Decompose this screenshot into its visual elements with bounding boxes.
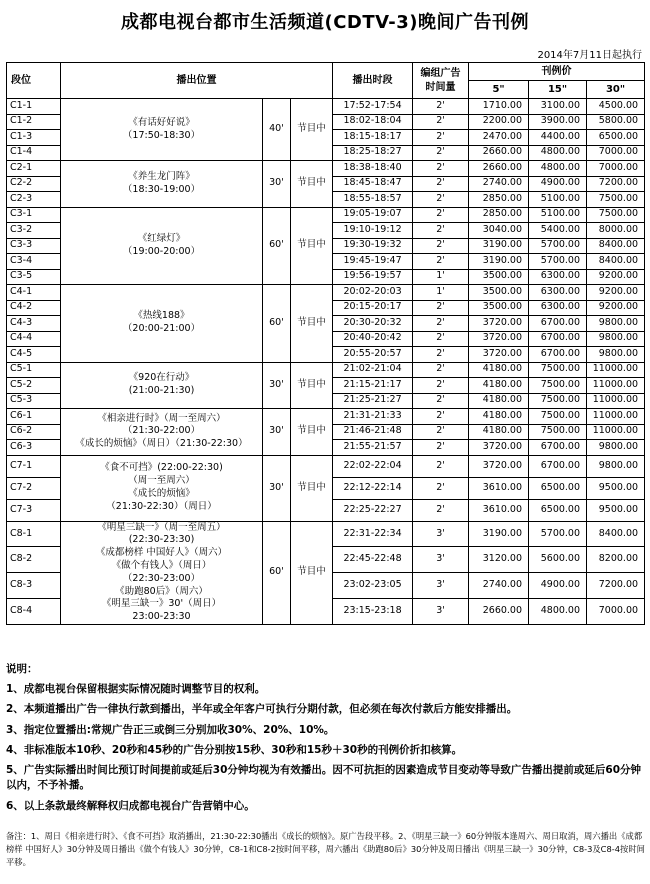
ad-amount-cell: 2' bbox=[413, 99, 469, 115]
price-30s-cell: 9800.00 bbox=[587, 440, 645, 456]
price-30s-cell: 7000.00 bbox=[587, 599, 645, 625]
notes-heading: 说明： bbox=[6, 663, 38, 675]
program-line: 《食不可挡》(22:00-22:30) bbox=[100, 462, 223, 474]
price-30s-cell: 9800.00 bbox=[587, 316, 645, 332]
price-30s-cell: 7500.00 bbox=[587, 207, 645, 223]
price-5s-cell: 2740.00 bbox=[469, 573, 529, 599]
program-duration-cell: 60' bbox=[263, 207, 291, 285]
price-30s-cell: 11000.00 bbox=[587, 378, 645, 394]
ad-amount-cell: 3' bbox=[413, 573, 469, 599]
segment-id-cell: C8-3 bbox=[7, 573, 61, 599]
program-line: 《明星三缺一》30'（周日） bbox=[101, 598, 222, 610]
price-15s-cell: 5700.00 bbox=[529, 254, 587, 270]
program-type-cell: 节目中 bbox=[291, 362, 333, 409]
price-30s-cell: 9500.00 bbox=[587, 499, 645, 521]
program-type-cell: 节目中 bbox=[291, 521, 333, 625]
price-30s-cell: 11000.00 bbox=[587, 393, 645, 409]
price-5s-cell: 3500.00 bbox=[469, 269, 529, 285]
slot-cell: 23:15-23:18 bbox=[333, 599, 413, 625]
program-type-cell: 节目中 bbox=[291, 99, 333, 161]
slot-cell: 22:31-22:34 bbox=[333, 521, 413, 547]
segment-id-cell: C7-1 bbox=[7, 455, 61, 477]
price-15s-cell: 3900.00 bbox=[529, 114, 587, 130]
note-item: 5、广告实际播出时间比预订时间提前或延后30分钟均视为有效播出。因不可抗拒的因素造成节目变动等导致广告播出提前或延后60分钟以内，不予补播。 bbox=[6, 764, 642, 792]
segment-id-cell: C3-1 bbox=[7, 207, 61, 223]
footnote: 备注：1、周日《相亲进行时》、《食不可挡》取消播出，21:30-22:30播出《成长的烦恼》。原广告段平移。2、《明星三缺一》60分钟版本逢周六、周日取消，周六播出《成都榜样 中国好人》30分钟及周日播出《做个有钱人》30分钟，C8-1和C8-2按时间平移，周六播出《助跑80后》30分钟及周日播出《明星三缺一》30分钟，C8-3及C8-4按时间平移。 bbox=[6, 831, 645, 867]
price-30s-cell: 7200.00 bbox=[587, 176, 645, 192]
price-30s-cell: 9500.00 bbox=[587, 477, 645, 499]
price-30s-cell: 5800.00 bbox=[587, 114, 645, 130]
program-type-cell: 节目中 bbox=[291, 285, 333, 363]
ad-amount-cell: 2' bbox=[413, 300, 469, 316]
segment-id-cell: C4-4 bbox=[7, 331, 61, 347]
rate-table-body bbox=[7, 99, 645, 625]
header-ad-time-line2: 时间量 bbox=[425, 81, 456, 93]
price-15s-cell: 7500.00 bbox=[529, 378, 587, 394]
program-line: (22:30-23:30) bbox=[128, 534, 195, 546]
program-line: 《相亲进行时》（周一至周六） bbox=[97, 412, 226, 424]
price-15s-cell: 6700.00 bbox=[529, 347, 587, 363]
price-30s-cell: 9800.00 bbox=[587, 347, 645, 363]
program-line: 《红绿灯》 bbox=[137, 232, 186, 244]
program-line: 《有话好好说》 bbox=[128, 116, 195, 128]
price-15s-cell: 4900.00 bbox=[529, 573, 587, 599]
ad-amount-cell: 2' bbox=[413, 316, 469, 332]
ad-amount-cell: 2' bbox=[413, 176, 469, 192]
program-line: 《920在行动》 bbox=[128, 372, 195, 384]
segment-id-cell: C5-3 bbox=[7, 393, 61, 409]
slot-cell: 21:02-21:04 bbox=[333, 362, 413, 378]
price-15s-cell: 6700.00 bbox=[529, 455, 587, 477]
price-5s-cell: 1710.00 bbox=[469, 99, 529, 115]
slot-cell: 22:12-22:14 bbox=[333, 477, 413, 499]
price-30s-cell: 9200.00 bbox=[587, 300, 645, 316]
price-30s-cell: 7200.00 bbox=[587, 573, 645, 599]
price-30s-cell: 7500.00 bbox=[587, 192, 645, 208]
price-5s-cell: 4180.00 bbox=[469, 424, 529, 440]
price-5s-cell: 3610.00 bbox=[469, 477, 529, 499]
price-15s-cell: 7500.00 bbox=[529, 424, 587, 440]
price-5s-cell: 2470.00 bbox=[469, 130, 529, 146]
program-line: （周一至周六） bbox=[128, 475, 195, 487]
price-5s-cell: 2660.00 bbox=[469, 599, 529, 625]
slot-cell: 20:15-20:17 bbox=[333, 300, 413, 316]
header-price: 刊例价 bbox=[469, 63, 645, 81]
effective-date: 2014年7月11日起执行 bbox=[537, 50, 642, 61]
price-15s-cell: 7500.00 bbox=[529, 393, 587, 409]
slot-cell: 19:45-19:47 bbox=[333, 254, 413, 270]
program-duration-cell: 40' bbox=[263, 99, 291, 161]
slot-cell: 19:10-19:12 bbox=[333, 223, 413, 239]
header-price-5s: 5" bbox=[469, 81, 529, 99]
price-15s-cell: 5600.00 bbox=[529, 547, 587, 573]
segment-id-cell: C1-1 bbox=[7, 99, 61, 115]
program-line: （21:30-22:30）（周日） bbox=[106, 500, 217, 512]
ad-amount-cell: 2' bbox=[413, 114, 469, 130]
price-15s-cell: 5100.00 bbox=[529, 192, 587, 208]
table-row bbox=[7, 521, 645, 547]
segment-id-cell: C2-2 bbox=[7, 176, 61, 192]
ad-amount-cell: 2' bbox=[413, 347, 469, 363]
segment-id-cell: C2-1 bbox=[7, 161, 61, 177]
segment-id-cell: C7-2 bbox=[7, 477, 61, 499]
segment-id-cell: C8-4 bbox=[7, 599, 61, 625]
price-30s-cell: 11000.00 bbox=[587, 409, 645, 425]
slot-cell: 18:02-18:04 bbox=[333, 114, 413, 130]
slot-cell: 23:02-23:05 bbox=[333, 573, 413, 599]
price-15s-cell: 4900.00 bbox=[529, 176, 587, 192]
program-duration-cell: 60' bbox=[263, 521, 291, 625]
program-cell bbox=[61, 285, 263, 363]
price-30s-cell: 8000.00 bbox=[587, 223, 645, 239]
table-row bbox=[7, 362, 645, 378]
ad-amount-cell: 2' bbox=[413, 378, 469, 394]
ad-amount-cell: 2' bbox=[413, 477, 469, 499]
segment-id-cell: C3-2 bbox=[7, 223, 61, 239]
segment-id-cell: C6-1 bbox=[7, 409, 61, 425]
program-cell bbox=[61, 409, 263, 456]
program-cell bbox=[61, 207, 263, 285]
segment-id-cell: C4-2 bbox=[7, 300, 61, 316]
slot-cell: 21:31-21:33 bbox=[333, 409, 413, 425]
price-5s-cell: 3190.00 bbox=[469, 238, 529, 254]
program-line: 《成长的烦恼》 bbox=[128, 488, 195, 499]
segment-id-cell: C5-2 bbox=[7, 378, 61, 394]
program-cell bbox=[61, 455, 263, 521]
program-line: （20:00-21:00） bbox=[122, 323, 201, 335]
price-30s-cell: 9200.00 bbox=[587, 285, 645, 301]
price-5s-cell: 3610.00 bbox=[469, 499, 529, 521]
price-30s-cell: 11000.00 bbox=[587, 424, 645, 440]
slot-cell: 18:38-18:40 bbox=[333, 161, 413, 177]
segment-id-cell: C7-3 bbox=[7, 499, 61, 521]
price-5s-cell: 2740.00 bbox=[469, 176, 529, 192]
slot-cell: 22:45-22:48 bbox=[333, 547, 413, 573]
price-15s-cell: 4800.00 bbox=[529, 161, 587, 177]
segment-id-cell: C4-5 bbox=[7, 347, 61, 363]
segment-id-cell: C3-5 bbox=[7, 269, 61, 285]
program-cell bbox=[61, 161, 263, 208]
price-15s-cell: 6500.00 bbox=[529, 477, 587, 499]
ad-amount-cell: 2' bbox=[413, 331, 469, 347]
slot-cell: 21:46-21:48 bbox=[333, 424, 413, 440]
page-title: 成都电视台都市生活频道(CDTV-3)晚间广告刊例 bbox=[121, 12, 529, 33]
slot-cell: 21:25-21:27 bbox=[333, 393, 413, 409]
slot-cell: 22:02-22:04 bbox=[333, 455, 413, 477]
note-item: 3、指定位置播出:常规广告正三或倒三分别加收30%、20%、10%。 bbox=[6, 723, 335, 736]
ad-amount-cell: 2' bbox=[413, 499, 469, 521]
ad-amount-cell: 2' bbox=[413, 362, 469, 378]
table-row bbox=[7, 409, 645, 425]
price-30s-cell: 6500.00 bbox=[587, 130, 645, 146]
program-line: 《养生龙门阵》 bbox=[128, 170, 195, 182]
price-15s-cell: 5100.00 bbox=[529, 207, 587, 223]
ad-amount-cell: 3' bbox=[413, 599, 469, 625]
price-5s-cell: 2660.00 bbox=[469, 145, 529, 161]
segment-id-cell: C3-4 bbox=[7, 254, 61, 270]
price-15s-cell: 5700.00 bbox=[529, 238, 587, 254]
segment-id-cell: C1-2 bbox=[7, 114, 61, 130]
segment-id-cell: C2-3 bbox=[7, 192, 61, 208]
price-5s-cell: 4180.00 bbox=[469, 409, 529, 425]
price-5s-cell: 2200.00 bbox=[469, 114, 529, 130]
program-type-cell: 节目中 bbox=[291, 207, 333, 285]
ad-amount-cell: 3' bbox=[413, 547, 469, 573]
segment-id-cell: C1-3 bbox=[7, 130, 61, 146]
slot-cell: 19:05-19:07 bbox=[333, 207, 413, 223]
program-cell bbox=[61, 521, 263, 625]
program-line: （17:50-18:30） bbox=[122, 129, 201, 141]
price-15s-cell: 6500.00 bbox=[529, 499, 587, 521]
slot-cell: 20:30-20:32 bbox=[333, 316, 413, 332]
note-item: 4、非标准版本10秒、20秒和45秒的广告分别按15秒、30秒和15秒＋30秒的刊例价折扣核算。 bbox=[6, 743, 463, 756]
price-30s-cell: 9800.00 bbox=[587, 331, 645, 347]
price-5s-cell: 2850.00 bbox=[469, 192, 529, 208]
notes-section bbox=[6, 662, 646, 819]
price-5s-cell: 3190.00 bbox=[469, 254, 529, 270]
slot-cell: 20:55-20:57 bbox=[333, 347, 413, 363]
program-cell bbox=[61, 99, 263, 161]
slot-cell: 18:55-18:57 bbox=[333, 192, 413, 208]
ad-amount-cell: 2' bbox=[413, 161, 469, 177]
program-cell bbox=[61, 362, 263, 409]
ad-amount-cell: 2' bbox=[413, 130, 469, 146]
program-line: 《做个有钱人》（周日） bbox=[111, 559, 212, 571]
price-15s-cell: 6300.00 bbox=[529, 300, 587, 316]
slot-cell: 19:56-19:57 bbox=[333, 269, 413, 285]
program-line: （19:00-20:00） bbox=[122, 245, 201, 257]
price-30s-cell: 4500.00 bbox=[587, 99, 645, 115]
ad-amount-cell: 2' bbox=[413, 145, 469, 161]
ad-amount-cell: 1' bbox=[413, 285, 469, 301]
price-5s-cell: 3720.00 bbox=[469, 331, 529, 347]
slot-cell: 20:40-20:42 bbox=[333, 331, 413, 347]
price-15s-cell: 6300.00 bbox=[529, 269, 587, 285]
header-price-15s: 15" bbox=[529, 81, 587, 99]
program-line: （21:30-22:00） bbox=[122, 425, 201, 437]
price-15s-cell: 7500.00 bbox=[529, 362, 587, 378]
ad-amount-cell: 2' bbox=[413, 192, 469, 208]
table-row bbox=[7, 207, 645, 223]
program-duration-cell: 60' bbox=[263, 285, 291, 363]
ad-amount-cell: 2' bbox=[413, 238, 469, 254]
table-row bbox=[7, 455, 645, 477]
segment-id-cell: C6-3 bbox=[7, 440, 61, 456]
program-line: (21:00-21:30) bbox=[128, 385, 195, 397]
slot-cell: 18:45-18:47 bbox=[333, 176, 413, 192]
program-line: 23:00-23:30 bbox=[132, 611, 191, 623]
slot-cell: 21:55-21:57 bbox=[333, 440, 413, 456]
ad-amount-cell: 2' bbox=[413, 393, 469, 409]
header-slot: 播出时段 bbox=[333, 63, 413, 99]
price-5s-cell: 3720.00 bbox=[469, 347, 529, 363]
price-5s-cell: 3190.00 bbox=[469, 521, 529, 547]
segment-id-cell: C4-1 bbox=[7, 285, 61, 301]
price-30s-cell: 8200.00 bbox=[587, 547, 645, 573]
program-type-cell: 节目中 bbox=[291, 455, 333, 521]
program-line: 《热线188》 bbox=[133, 310, 190, 322]
segment-id-cell: C4-3 bbox=[7, 316, 61, 332]
price-30s-cell: 8400.00 bbox=[587, 521, 645, 547]
price-5s-cell: 3500.00 bbox=[469, 285, 529, 301]
ad-amount-cell: 2' bbox=[413, 207, 469, 223]
price-5s-cell: 3500.00 bbox=[469, 300, 529, 316]
segment-id-cell: C3-3 bbox=[7, 238, 61, 254]
segment-id-cell: C5-1 bbox=[7, 362, 61, 378]
note-item: 1、成都电视台保留根据实际情况随时调整节目的权利。 bbox=[6, 683, 266, 696]
header-segment: 段位 bbox=[7, 63, 61, 99]
slot-cell: 19:30-19:32 bbox=[333, 238, 413, 254]
ad-amount-cell: 2' bbox=[413, 424, 469, 440]
note-item: 6、以上条款最终解释权归成都电视台广告营销中心。 bbox=[6, 799, 255, 812]
header-ad-time bbox=[413, 63, 469, 99]
price-30s-cell: 9800.00 bbox=[587, 455, 645, 477]
price-30s-cell: 7000.00 bbox=[587, 145, 645, 161]
header-position: 播出位置 bbox=[61, 63, 333, 99]
price-15s-cell: 4800.00 bbox=[529, 145, 587, 161]
table-row bbox=[7, 99, 645, 115]
price-15s-cell: 6300.00 bbox=[529, 285, 587, 301]
table-row bbox=[7, 285, 645, 301]
program-type-cell: 节目中 bbox=[291, 161, 333, 208]
program-line: （22:30-23:00） bbox=[122, 572, 201, 584]
program-line: 《成长的烦恼》（周日）（21:30-22:30） bbox=[75, 438, 248, 450]
price-15s-cell: 5700.00 bbox=[529, 521, 587, 547]
price-5s-cell: 3120.00 bbox=[469, 547, 529, 573]
price-15s-cell: 6700.00 bbox=[529, 331, 587, 347]
price-30s-cell: 8400.00 bbox=[587, 254, 645, 270]
slot-cell: 18:15-18:17 bbox=[333, 130, 413, 146]
price-5s-cell: 4180.00 bbox=[469, 393, 529, 409]
program-duration-cell: 30' bbox=[263, 409, 291, 456]
price-15s-cell: 4400.00 bbox=[529, 130, 587, 146]
ad-amount-cell: 2' bbox=[413, 455, 469, 477]
program-duration-cell: 30' bbox=[263, 455, 291, 521]
rate-table bbox=[6, 62, 645, 625]
price-15s-cell: 5400.00 bbox=[529, 223, 587, 239]
price-5s-cell: 4180.00 bbox=[469, 378, 529, 394]
ad-amount-cell: 2' bbox=[413, 440, 469, 456]
segment-id-cell: C8-2 bbox=[7, 547, 61, 573]
price-30s-cell: 8400.00 bbox=[587, 238, 645, 254]
header-price-30s: 30" bbox=[587, 81, 645, 99]
segment-id-cell: C1-4 bbox=[7, 145, 61, 161]
ad-amount-cell: 2' bbox=[413, 223, 469, 239]
ad-amount-cell: 2' bbox=[413, 254, 469, 270]
header-ad-time-line1: 编组广告 bbox=[420, 68, 461, 79]
slot-cell: 18:25-18:27 bbox=[333, 145, 413, 161]
slot-cell: 20:02-20:03 bbox=[333, 285, 413, 301]
price-30s-cell: 9200.00 bbox=[587, 269, 645, 285]
program-line: 《成都榜样 中国好人》（周六） bbox=[95, 547, 228, 559]
program-type-cell: 节目中 bbox=[291, 409, 333, 456]
program-line: 《助跑80后》（周六） bbox=[115, 585, 208, 597]
slot-cell: 22:25-22:27 bbox=[333, 499, 413, 521]
note-item: 2、本频道播出广告一律执行款到播出，半年或全年客户可执行分期付款，但必须在每次付款后方能安排播出。 bbox=[6, 703, 518, 716]
segment-id-cell: C8-1 bbox=[7, 521, 61, 547]
slot-cell: 17:52-17:54 bbox=[333, 99, 413, 115]
price-5s-cell: 3720.00 bbox=[469, 316, 529, 332]
segment-id-cell: C6-2 bbox=[7, 424, 61, 440]
program-line: （18:30-19:00） bbox=[122, 183, 201, 195]
price-5s-cell: 3040.00 bbox=[469, 223, 529, 239]
price-5s-cell: 4180.00 bbox=[469, 362, 529, 378]
price-30s-cell: 11000.00 bbox=[587, 362, 645, 378]
price-5s-cell: 2660.00 bbox=[469, 161, 529, 177]
slot-cell: 21:15-21:17 bbox=[333, 378, 413, 394]
program-duration-cell: 30' bbox=[263, 362, 291, 409]
program-duration-cell: 30' bbox=[263, 161, 291, 208]
price-15s-cell: 6700.00 bbox=[529, 440, 587, 456]
price-15s-cell: 3100.00 bbox=[529, 99, 587, 115]
ad-amount-cell: 2' bbox=[413, 409, 469, 425]
table-row bbox=[7, 161, 645, 177]
price-5s-cell: 3720.00 bbox=[469, 455, 529, 477]
program-line: 《明星三缺一》（周一至周五） bbox=[97, 521, 226, 533]
price-5s-cell: 3720.00 bbox=[469, 440, 529, 456]
ad-amount-cell: 3' bbox=[413, 521, 469, 547]
price-15s-cell: 6700.00 bbox=[529, 316, 587, 332]
price-15s-cell: 4800.00 bbox=[529, 599, 587, 625]
ad-amount-cell: 1' bbox=[413, 269, 469, 285]
price-30s-cell: 7000.00 bbox=[587, 161, 645, 177]
price-15s-cell: 7500.00 bbox=[529, 409, 587, 425]
price-5s-cell: 2850.00 bbox=[469, 207, 529, 223]
